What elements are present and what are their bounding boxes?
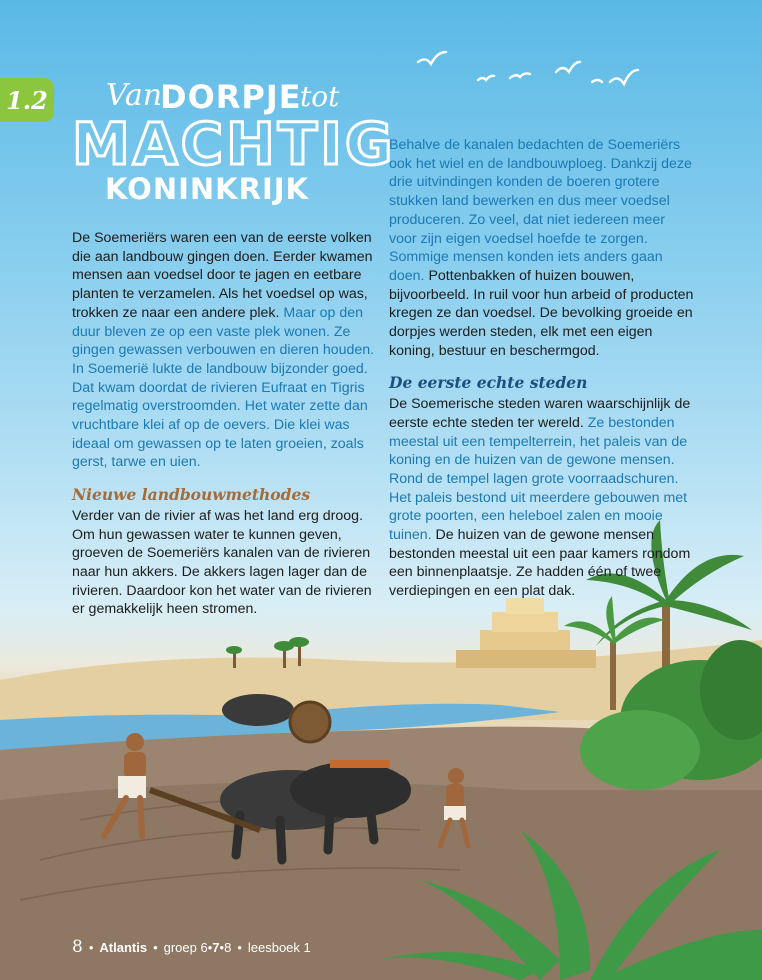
right-p2-text-b: De huizen van de gewone mensen bestonden meestal uit een paar kamers rondom een binnenplaatsje. Ze hadden één of twee verdiepingen en een plat dak. (389, 527, 691, 600)
heading-de-eerste-echte-steden: De eerste echte steden (389, 373, 588, 393)
page-footer (72, 937, 311, 957)
title-tot: tot (300, 80, 340, 113)
birds-illustration (418, 52, 638, 84)
right-p2-text-a: De Soemerische steden waren waarschijnlijk de eerste echte steden ter wereld. (389, 396, 691, 431)
book-title: Atlantis (99, 940, 148, 955)
left-p1-text: De Soemeriërs waren een van de eerste volken die aan landbouw gingen doen. Eerder kwamen mensen aan voedsel door te jagen en eetbare planten te verzamelen. Als het voedsel op was, trokken ze naar een andere plek. (72, 230, 373, 321)
left-column (72, 229, 378, 619)
right-p2-highlight: Ze bestonden meestal uit een tempelterrein, het paleis van de koning en de huizen van de gewone mensen. Rond de tempel lagen grote voorraadschuren. Het paleis bestond uit meerdere gebouwen met grote poorten, een heleboel zalen en mooie tuinen. (389, 414, 688, 544)
group-label: groep 6•7•8 (163, 940, 232, 955)
title-machtig: MACHTIG (72, 110, 396, 178)
footer-separator: • (153, 940, 158, 955)
title-van: Van (106, 78, 163, 113)
page-number: 8 (72, 937, 83, 957)
chapter-badge: 1.2 (0, 78, 54, 122)
title-dorpje: DORPJE (160, 78, 302, 116)
right-p1-text: Pottenbakken of huizen bouwen, bijvoorbeeld. In ruil voor hun arbeid of producten kregen ze dan voedsel. De bevolking groeide en dorpjes werden steden, elk met een eigen koning, bestuur en beschermgod. (389, 267, 694, 359)
left-paragraph-1 (72, 229, 378, 472)
right-p1-highlight: Behalve de kanalen bedachten de Soemeriërs ook het wiel en de landbouwploeg. Dankzij deze drie uitvindingen konden de boeren grotere stukken land bewerken en dus meer voedsel produceren. Zo veel, dat niet iedereen meer voor zijn eigen voedsel hoefde te zorgen. Sommige mensen konden iets anders gaan doen. (389, 137, 692, 284)
heading-nieuwe-landbouwmethodes: Nieuwe landbouwmethodes (72, 485, 311, 505)
title-koninkrijk: KONINKRIJK (105, 172, 310, 206)
right-paragraph-2 (389, 395, 695, 601)
reader-label: leesboek 1 (247, 940, 311, 955)
ziggurat-illustration (456, 598, 596, 668)
right-column (389, 136, 695, 601)
footer-separator: • (88, 940, 94, 955)
left-p1-highlight: Maar op den duur bleven ze op een vaste plek wonen. Ze gingen gewassen verbouwen en dieren houden. In Soemerië lukte de landbouw bijzonder goed. Dat kwam doordat de rivieren Eufraat en Tigris regelmatig overstroomden. Het water zette dan vruchtbare klei af op de oevers. Die klei was ideaal om gewassen op te laten groeien, zoals gerst, tarwe en uien. (72, 304, 375, 471)
right-paragraph-1 (389, 136, 695, 360)
footer-separator: • (237, 940, 242, 955)
left-paragraph-2: Verder van de rivier af was het land erg droog. Om hun gewassen water te kunnen geven, groeven de Soemeriërs kanalen van de rivieren naar hun akkers. De akkers lagen lager dan de rivieren. Daardoor kon het water van de rivieren er gemakkelijk heen stromen. (72, 507, 372, 618)
